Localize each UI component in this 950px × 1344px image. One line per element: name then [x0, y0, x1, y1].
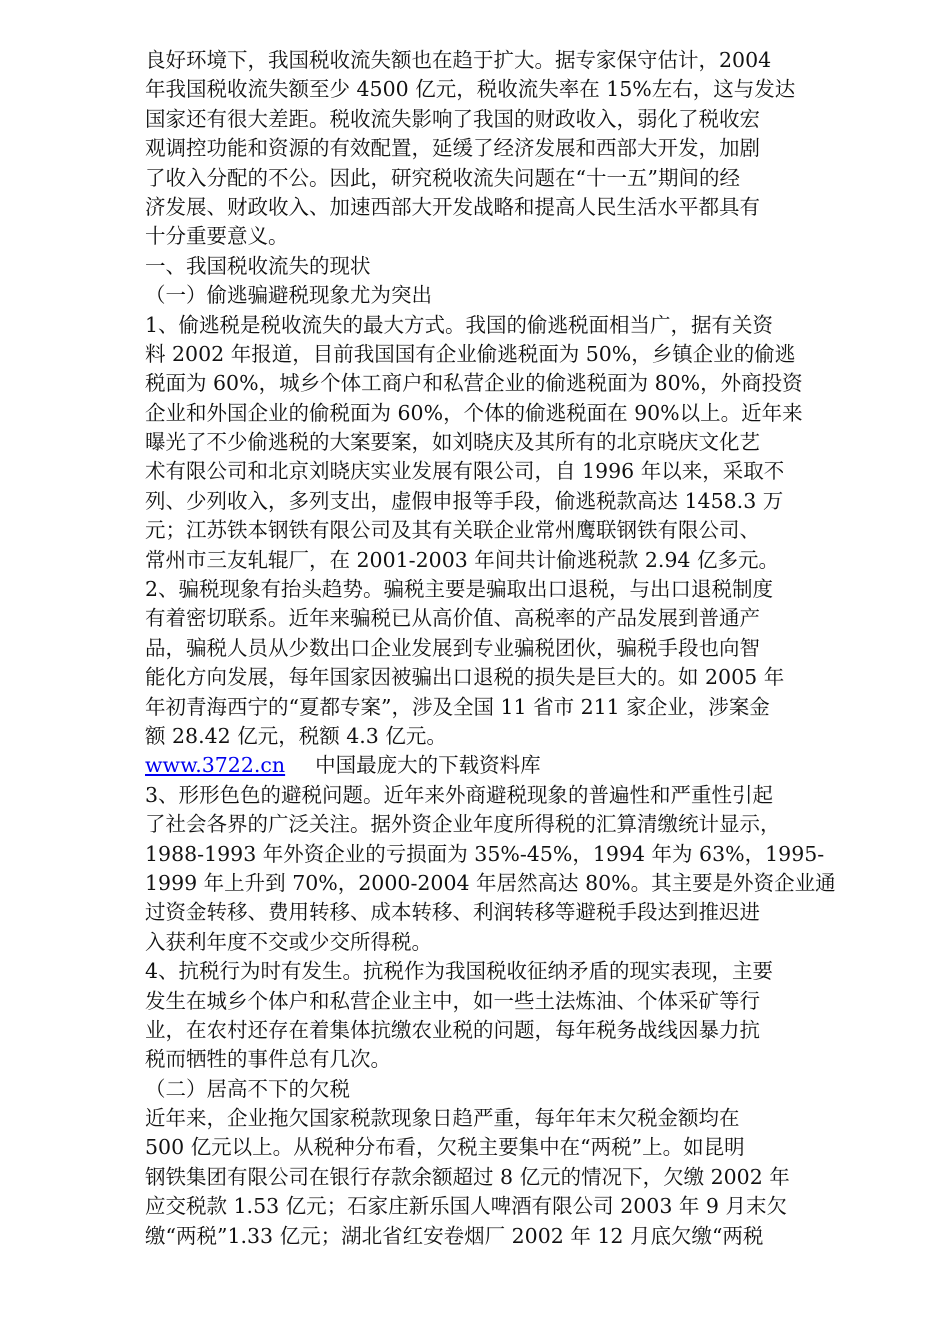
text-line: 列、少列收入，多列支出，虚假申报等手段，偷逃税款高达 1458.3 万 [145, 488, 784, 513]
document-body [145, 46, 880, 1251]
website-caption: 中国最庞大的下载资料库 [315, 753, 541, 778]
text-line: （二）居高不下的欠税 [145, 1076, 350, 1101]
text-line: 应交税款 1.53 亿元；石家庄新乐国人啤酒有限公司 2003 年 9 月末欠 [145, 1194, 787, 1219]
text-line: 3、形形色色的避税问题。近年来外商避税现象的普遍性和严重性引起 [145, 782, 774, 807]
text-line: 发生在城乡个体户和私营企业主中，如一些土法炼油、个体采矿等行 [145, 988, 760, 1013]
text-line: 年初青海西宁的“夏都专案”，涉及全国 11 省市 211 家企业，涉案金 [145, 694, 770, 719]
text-line: 1988-1993 年外资企业的亏损面为 35%-45%，1994 年为 63%，1995- [145, 841, 825, 866]
text-line: 近年来，企业拖欠国家税款现象日趋严重，每年年末欠税金额均在 [145, 1106, 740, 1131]
text-line: 企业和外国企业的偷税面为 60%，个体的偷逃税面在 90%以上。近年来 [145, 400, 803, 425]
text-line: 缴“两税”1.33 亿元；湖北省红安卷烟厂 2002 年 12 月底欠缴“两税 [145, 1223, 764, 1248]
text-line: 业，在农村还存在着集体抗缴农业税的问题，每年税务战线因暴力抗 [145, 1017, 760, 1042]
text-line: 过资金转移、费用转移、成本转移、利润转移等避税手段达到推迟进 [145, 900, 760, 925]
text-block-after-link [145, 781, 880, 1251]
text-line: 料 2002 年报道，目前我国国有企业偷逃税面为 50%，乡镇企业的偷逃 [145, 341, 796, 366]
text-line: 一、我国税收流失的现状 [145, 253, 371, 278]
text-line: 十分重要意义。 [145, 224, 289, 249]
website-link[interactable]: www.3722.cn [145, 753, 286, 778]
text-line: 元；江苏铁本钢铁有限公司及其有关联企业常州鹰联钢铁有限公司、 [145, 518, 760, 543]
text-line: 入获利年度不交或少交所得税。 [145, 929, 432, 954]
text-line: 了收入分配的不公。因此，研究税收流失问题在“十一五”期间的经 [145, 165, 740, 190]
text-line: 术有限公司和北京刘晓庆实业发展有限公司，自 1996 年以来，采取不 [145, 459, 785, 484]
text-line: 品，骗税人员从少数出口企业发展到专业骗税团伙，骗税手段也向智 [145, 635, 760, 660]
text-line: 钢铁集团有限公司在银行存款余额超过 8 亿元的情况下，欠缴 2002 年 [145, 1164, 790, 1189]
text-line: 4、抗税行为时有发生。抗税作为我国税收征纳矛盾的现实表现，主要 [145, 959, 774, 984]
text-block-before-link [145, 46, 880, 751]
text-line: 能化方向发展，每年国家因被骗出口退税的损失是巨大的。如 2005 年 [145, 665, 785, 690]
text-line: 良好环境下，我国税收流失额也在趋于扩大。据专家保守估计，2004 [145, 48, 772, 72]
text-line: 有着密切联系。近年来骗税已从高价值、高税率的产品发展到普通产 [145, 606, 760, 631]
text-line: 2、骗税现象有抬头趋势。骗税主要是骗取出口退税，与出口退税制度 [145, 577, 774, 602]
text-line: 税而牺牲的事件总有几次。 [145, 1047, 391, 1072]
text-line: 常州市三友轧辊厂，在 2001-2003 年间共计偷逃税款 2.94 亿多元。 [145, 547, 779, 572]
text-line: 曝光了不少偷逃税的大案要案，如刘晓庆及其所有的北京晓庆文化艺 [145, 430, 760, 455]
text-line: 1999 年上升到 70%，2000-2004 年居然高达 80%。其主要是外资企业通 [145, 870, 836, 895]
text-line: 国家还有很大差距。税收流失影响了我国的财政收入，弱化了税收宏 [145, 106, 760, 131]
text-line: 1、偷逃税是税收流失的最大方式。我国的偷逃税面相当广，据有关资 [145, 312, 774, 337]
advert-line [145, 751, 880, 780]
text-line: （一）偷逃骗避税现象尤为突出 [145, 283, 432, 308]
text-line: 税面为 60%，城乡个体工商户和私营企业的偷逃税面为 80%，外商投资 [145, 371, 803, 396]
text-line: 额 28.42 亿元，税额 4.3 亿元。 [145, 723, 447, 748]
text-line: 观调控功能和资源的有效配置，延缓了经济发展和西部大开发，加剧 [145, 136, 760, 161]
text-line: 了社会各界的广泛关注。据外资企业年度所得税的汇算清缴统计显示， [145, 812, 781, 837]
text-line: 济发展、财政收入、加速西部大开发战略和提高人民生活水平都具有 [145, 194, 760, 219]
text-line: 500 亿元以上。从税种分布看，欠税主要集中在“两税”上。如昆明 [145, 1135, 745, 1160]
text-line: 年我国税收流失额至少 4500 亿元，税收流失率在 15%左右，这与发达 [145, 77, 796, 102]
